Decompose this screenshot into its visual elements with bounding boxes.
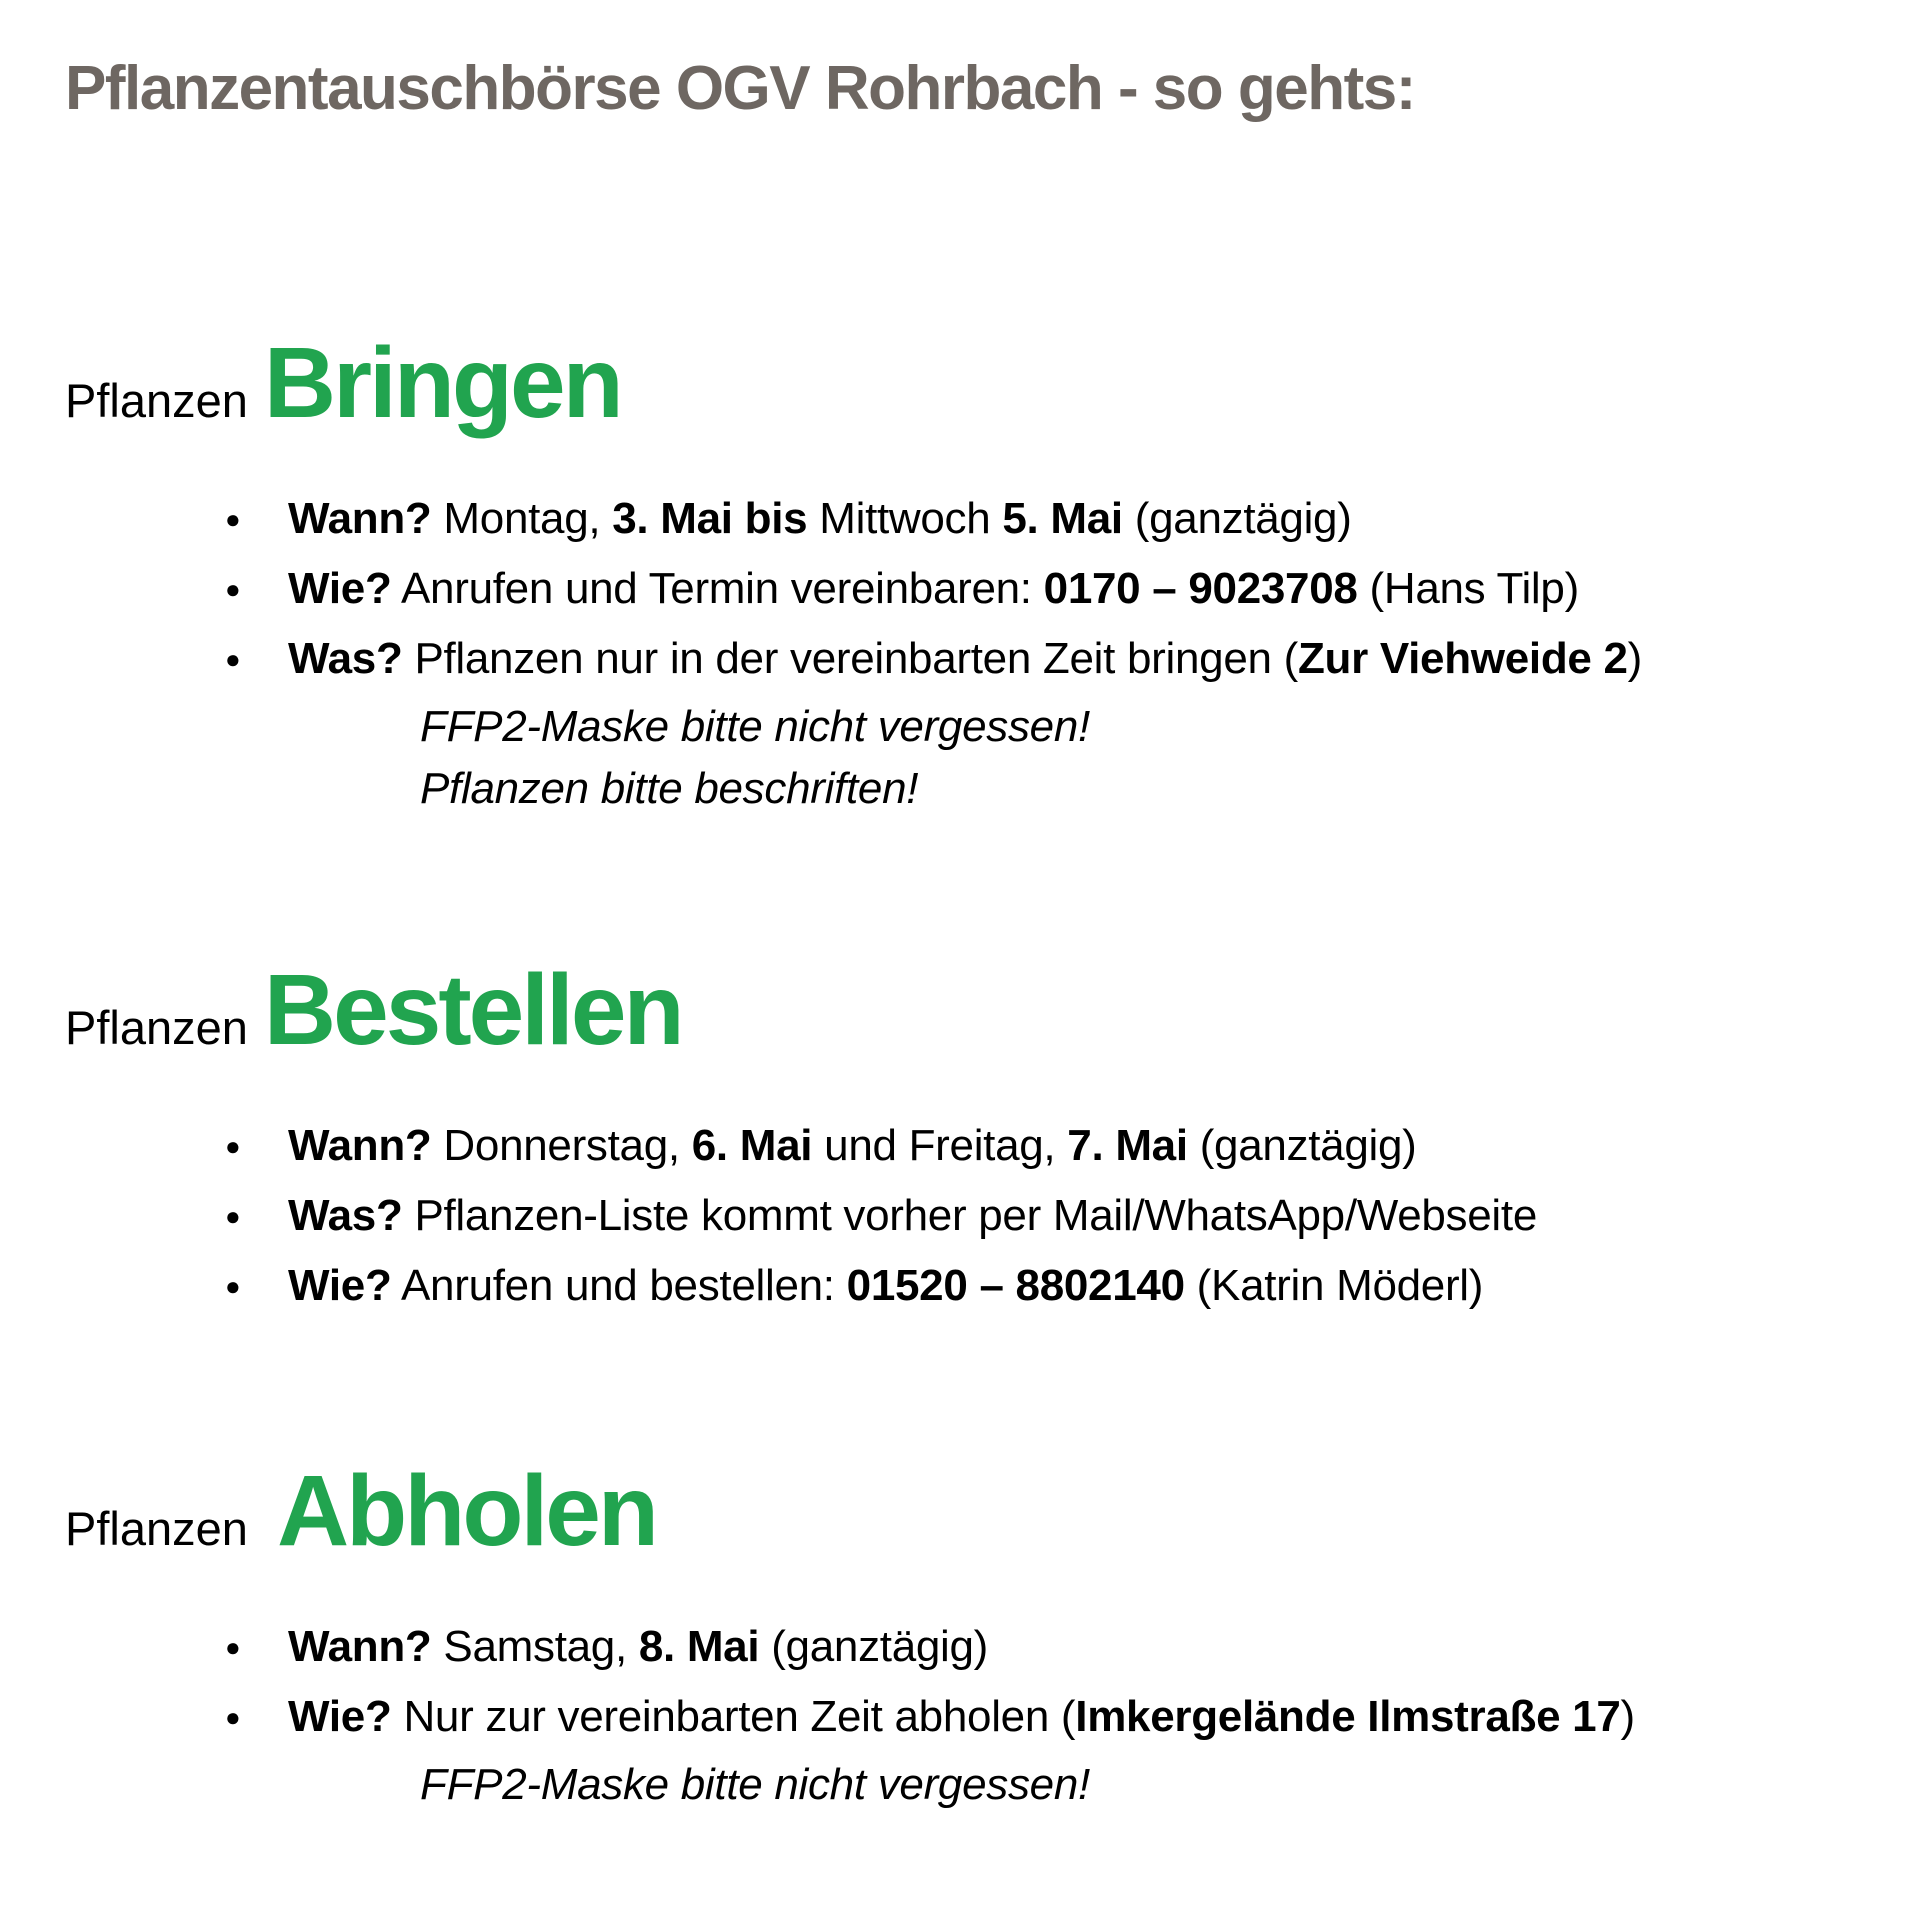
bullet-text	[288, 1251, 1483, 1321]
bullet-dot-icon: ●	[225, 1702, 241, 1733]
regular-text: Anrufen und bestellen:	[391, 1261, 847, 1311]
bold-text: Wie?	[288, 564, 392, 614]
bullet-text	[288, 1612, 988, 1682]
section-label: Pflanzen	[65, 1502, 261, 1556]
bullet-list	[225, 1612, 1880, 1752]
bullet-text	[288, 624, 1642, 694]
bold-text: Imkergelände Ilmstraße 17	[1075, 1692, 1621, 1742]
bullet-item	[225, 554, 1880, 624]
bold-text: 5. Mai	[1002, 494, 1123, 544]
bold-text: Wann?	[288, 494, 432, 544]
regular-text: Pflanzen-Liste kommt vorher per Mail/WhatsApp/Webseite	[402, 1191, 1537, 1241]
bullet-list	[225, 1111, 1880, 1321]
bullet-item	[225, 484, 1880, 554]
bullet-dot-icon: ●	[225, 574, 241, 605]
bullet-dot-icon: ●	[225, 1201, 241, 1232]
section-heading-row	[65, 954, 1880, 1067]
bullet-item	[225, 1682, 1880, 1752]
bullet-item	[225, 1251, 1880, 1321]
section-heading-row	[65, 1455, 1880, 1568]
sections-container	[65, 327, 1880, 1816]
bullet-dot-icon: ●	[225, 1131, 241, 1162]
bold-text: Was?	[288, 1191, 403, 1241]
bold-text: 7. Mai	[1067, 1121, 1188, 1171]
bold-text: 3. Mai bis	[612, 494, 808, 544]
bold-text: 8. Mai	[638, 1622, 760, 1672]
bold-text: 0170 – 9023708	[1043, 564, 1358, 614]
section	[65, 1455, 1880, 1816]
regular-text: Samstag,	[431, 1622, 639, 1672]
page-title: Pflanzentauschbörse OGV Rohrbach - so gehts:	[65, 54, 1415, 123]
italic-note: FFP2-Maske bitte nicht vergessen!	[420, 702, 1090, 752]
bold-text: Wie?	[288, 1692, 392, 1742]
bullet-list	[225, 484, 1880, 694]
notes-block	[420, 696, 1880, 820]
bullet-dot-icon: ●	[225, 504, 241, 535]
bold-text: Wann?	[288, 1121, 432, 1171]
regular-text: )	[1627, 634, 1643, 684]
bullet-text	[288, 1111, 1417, 1181]
bullet-item	[225, 1181, 1880, 1251]
italic-note: Pflanzen bitte beschriften!	[420, 764, 919, 814]
regular-text: und Freitag,	[812, 1121, 1068, 1171]
regular-text: (Katrin Möderl)	[1184, 1261, 1484, 1311]
bold-text: 01520 – 8802140	[846, 1261, 1185, 1311]
bullet-text	[288, 484, 1352, 554]
bold-text: Was?	[288, 634, 403, 684]
regular-text: (ganztägig)	[759, 1622, 989, 1672]
bold-text: Wie?	[288, 1261, 392, 1311]
regular-text: Anrufen und Termin vereinbaren:	[391, 564, 1044, 614]
regular-text: Pflanzen nur in der vereinbarten Zeit bringen (	[402, 634, 1298, 684]
bullet-item	[225, 624, 1880, 694]
bullet-item	[225, 1111, 1880, 1181]
bold-text: 6. Mai	[691, 1121, 813, 1171]
regular-text: (ganztägig)	[1187, 1121, 1417, 1171]
regular-text: Montag,	[431, 494, 613, 544]
bold-text: Wann?	[288, 1622, 432, 1672]
section	[65, 954, 1880, 1321]
regular-text: (Hans Tilp)	[1357, 564, 1579, 614]
section-heading: Bringen	[263, 327, 621, 440]
bullet-text	[288, 1682, 1635, 1752]
italic-note: FFP2-Maske bitte nicht vergessen!	[420, 1760, 1090, 1810]
section-heading: Bestellen	[263, 954, 682, 1067]
regular-text: Mittwoch	[807, 494, 1003, 544]
bold-text: Zur Viehweide 2	[1297, 634, 1628, 684]
section-heading-row	[65, 327, 1880, 440]
section-label: Pflanzen	[65, 374, 248, 428]
section	[65, 327, 1880, 820]
section-label: Pflanzen	[65, 1001, 248, 1055]
bullet-dot-icon: ●	[225, 644, 241, 675]
regular-text: )	[1620, 1692, 1635, 1742]
regular-text: Donnerstag,	[431, 1121, 692, 1171]
bullet-item	[225, 1612, 1880, 1682]
section-heading: Abholen	[276, 1455, 656, 1568]
regular-text: (ganztägig)	[1122, 494, 1352, 544]
bullet-dot-icon: ●	[225, 1271, 241, 1302]
bullet-text	[288, 554, 1579, 624]
bullet-text	[288, 1181, 1537, 1251]
regular-text: Nur zur vereinbarten Zeit abholen (	[391, 1692, 1076, 1742]
notes-block	[420, 1754, 1880, 1816]
bullet-dot-icon: ●	[225, 1632, 241, 1663]
